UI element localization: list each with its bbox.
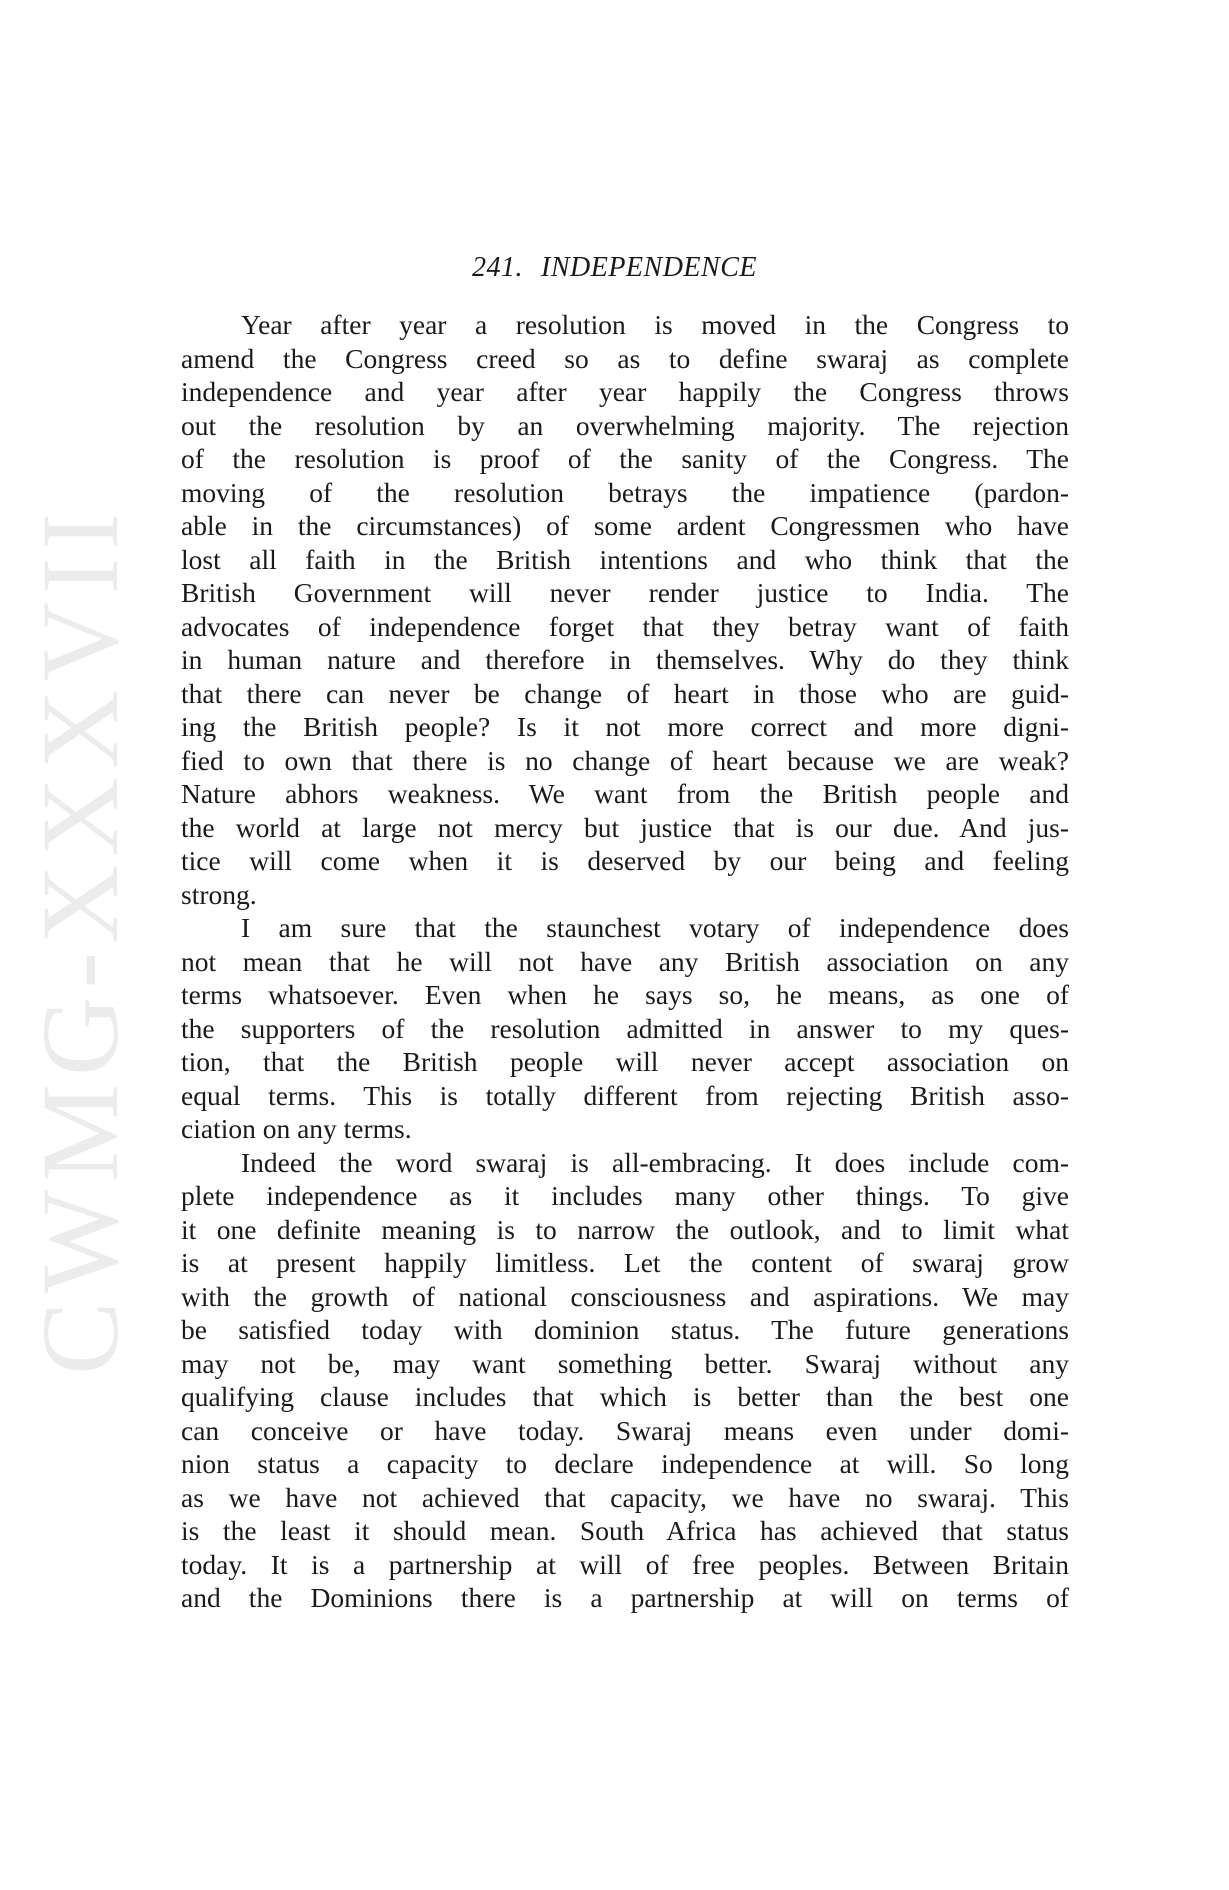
text-line: out the resolution by an overwhelming majority. The rejection bbox=[181, 409, 1069, 441]
text-line: the world at large not mercy but justice that is our due. And jus- bbox=[181, 811, 1069, 843]
text-line: moving of the resolution betrays the impatience (pardon- bbox=[181, 476, 1069, 508]
text-line: nion status a capacity to declare independence at will. So long bbox=[181, 1448, 1069, 1479]
text-line: and the Dominions there is a partnership at will on terms of bbox=[181, 1582, 1069, 1613]
text-line: independence and year after year happily the Congress throws bbox=[181, 376, 1069, 407]
text-line: can conceive or have today. Swaraj means even under domi- bbox=[181, 1414, 1069, 1446]
article-body bbox=[181, 308, 1069, 1615]
text-line: ciation on any terms. bbox=[181, 1113, 412, 1144]
text-line: with the growth of national consciousness and aspirations. We may bbox=[181, 1280, 1069, 1312]
text-line: able in the circumstances) of some ardent Congressmen who have bbox=[181, 510, 1069, 541]
text-line: Nature abhors weakness. We want from the British people and bbox=[181, 778, 1069, 809]
text-line: is at present happily limitless. Let the content of swaraj grow bbox=[181, 1247, 1069, 1278]
text-line: fied to own that there is no change of heart because we are weak? bbox=[181, 744, 1069, 776]
text-line: tion, that the British people will never accept association on bbox=[181, 1046, 1069, 1077]
text-line: lost all faith in the British intentions and who think that the bbox=[181, 543, 1069, 575]
paragraph bbox=[181, 1146, 1069, 1615]
text-line: that there can never be change of heart in those who are guid- bbox=[181, 677, 1069, 709]
text-line: it one definite meaning is to narrow the outlook, and to limit what bbox=[181, 1213, 1069, 1245]
text-line: plete independence as it includes many other things. To give bbox=[181, 1180, 1069, 1211]
text-line: terms whatsoever. Even when he says so, he means, as one of bbox=[181, 979, 1069, 1010]
text-line: today. It is a partnership at will of free peoples. Between Britain bbox=[181, 1548, 1069, 1580]
article-heading bbox=[0, 252, 1229, 284]
article-title: INDEPENDENCE bbox=[541, 252, 757, 283]
text-line: ing the British people? Is it not more correct and more digni- bbox=[181, 711, 1069, 742]
text-line: advocates of independence forget that they betray want of faith bbox=[181, 610, 1069, 642]
text-line: as we have not achieved that capacity, we have no swaraj. This bbox=[181, 1481, 1069, 1513]
text-line: is the least it should mean. South Africa has achieved that status bbox=[181, 1515, 1069, 1546]
text-line: amend the Congress creed so as to define swaraj as complete bbox=[181, 342, 1069, 374]
text-line: tice will come when it is deserved by our being and feeling bbox=[181, 845, 1069, 876]
text-line: be satisfied today with dominion status. The future generations bbox=[181, 1314, 1069, 1345]
paragraph bbox=[181, 911, 1069, 1146]
text-line: equal terms. This is totally different from rejecting British asso- bbox=[181, 1079, 1069, 1111]
text-line: in human nature and therefore in themselves. Why do they think bbox=[181, 644, 1069, 675]
text-line: strong. bbox=[181, 878, 257, 910]
text-line: not mean that he will not have any British association on any bbox=[181, 945, 1069, 977]
text-line: British Government will never render justice to India. The bbox=[181, 577, 1069, 608]
watermark: CWMG-XXXVII bbox=[19, 504, 141, 1376]
text-line: may not be, may want something better. Swaraj without any bbox=[181, 1347, 1069, 1379]
paragraph bbox=[181, 308, 1069, 911]
text-line: Indeed the word swaraj is all-embracing. It does include com- bbox=[241, 1146, 1069, 1178]
text-line: Year after year a resolution is moved in the Congress to bbox=[241, 309, 1069, 340]
text-line: the supporters of the resolution admitted in answer to my ques- bbox=[181, 1012, 1069, 1044]
text-line: I am sure that the staunchest votary of independence does bbox=[241, 912, 1069, 943]
article-number: 241. bbox=[472, 252, 523, 283]
text-line: of the resolution is proof of the sanity of the Congress. The bbox=[181, 443, 1069, 474]
text-line: qualifying clause includes that which is better than the best one bbox=[181, 1381, 1069, 1412]
